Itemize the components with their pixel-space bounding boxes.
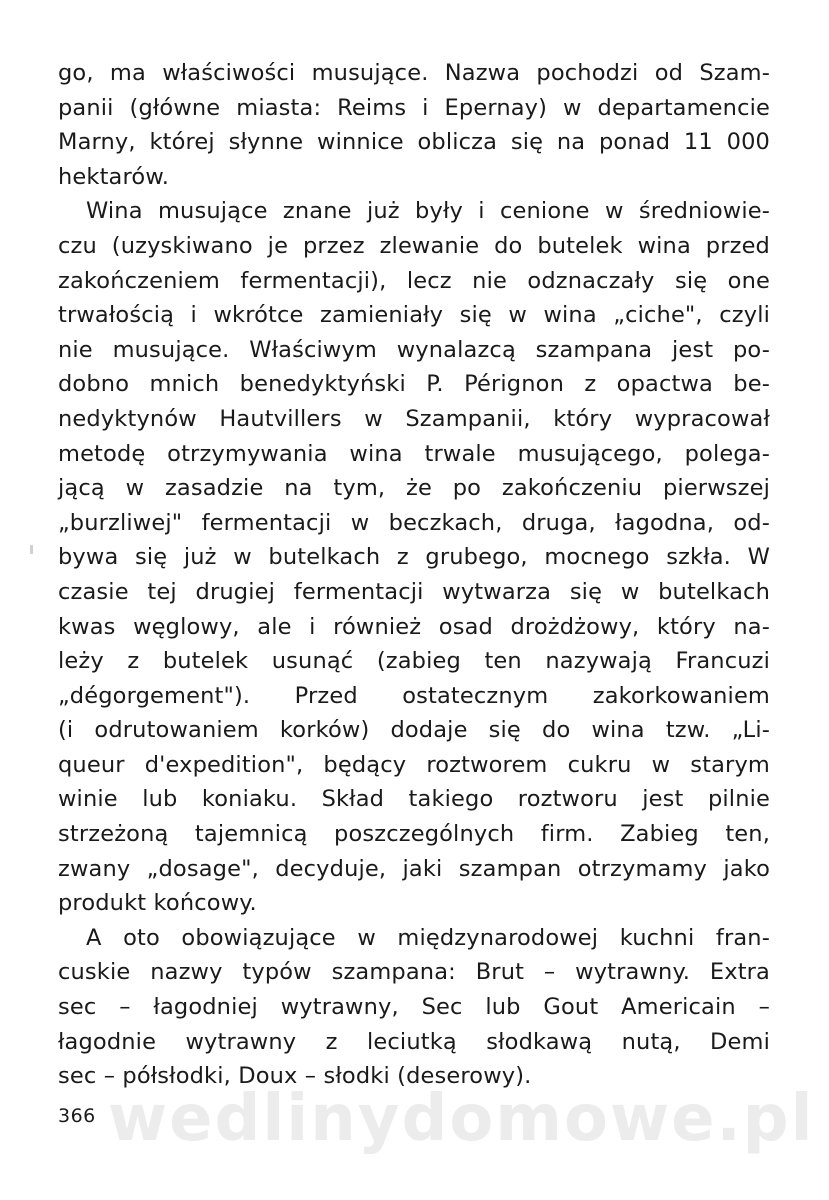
text-line: łagodnie wytrawny z leciutką słodkawą nutą, Demi [58, 1028, 770, 1055]
page-number: 366 [58, 1105, 96, 1127]
text-line: nedyktynów Hautvillers w Szampanii, który wypracował [58, 405, 770, 432]
site-watermark: wedlinydomowe.pl [108, 1082, 815, 1156]
text-line: jącą w zasadzie na tym, że po zakończeniu pierwszej [58, 475, 770, 502]
paragraph-1 [58, 56, 770, 194]
text-line: Marny, której słynne winnice oblicza się na ponad 11 000 [58, 129, 770, 156]
text-line: queur d'expedition", będący roztworem cukru w starym [58, 751, 770, 778]
text-line: nie musujące. Właściwym wynalazcą szampana jest po- [58, 336, 770, 363]
text-line: A oto obowiązujące w międzynarodowej kuchni fran- [86, 924, 770, 951]
text-line: „dégorgement"). Przed ostatecznym zakorkowaniem [58, 682, 770, 709]
text-line: hektarów. [58, 163, 170, 190]
text-line: cuskie nazwy typów szampana: Brut – wytrawny. Extra [58, 959, 770, 986]
text-line: „burzliwej" fermentacji w beczkach, druga, łagodna, od- [58, 509, 770, 536]
text-line: sec – półsłodki, Doux – słodki (deserowy). [58, 1063, 532, 1090]
text-line: bywa się już w butelkach z grubego, mocnego szkła. W [58, 544, 770, 571]
text-line: (i odrutowaniem korków) dodaje się do wina tzw. „Li- [58, 717, 770, 744]
text-line: panii (główne miasta: Reims i Epernay) w departamencie [58, 94, 770, 121]
text-line: zwany „dosage", decyduje, jaki szampan otrzymamy jako [58, 855, 770, 882]
text-line: sec – łagodniej wytrawny, Sec lub Gout Americain – [58, 994, 770, 1021]
text-line: go, ma właściwości musujące. Nazwa pochodzi od Szam- [58, 60, 770, 86]
text-line: trwałością i wkrótce zamieniały się w wina „ciche", czyli [58, 302, 770, 329]
text-line: dobno mnich benedyktyński P. Pérignon z opactwa be- [58, 371, 770, 398]
text-line: zakończeniem fermentacji), lecz nie odznaczały się one [58, 267, 770, 294]
paragraph-3 [58, 921, 770, 1094]
text-line: strzeżoną tajemnicą poszczególnych firm. Zabieg ten, [58, 821, 770, 848]
text-line: winie lub koniaku. Skład takiego roztworu jest pilnie [58, 786, 770, 813]
text-line: czu (uzyskiwano je przez zlewanie do butelek wina przed [58, 232, 770, 259]
text-line: kwas węglowy, ale i również osad drożdżowy, który na- [58, 613, 770, 640]
scan-speck [30, 545, 33, 554]
text-line: Wina musujące znane już były i cenione w średniowie- [86, 198, 770, 225]
body-text [58, 56, 770, 1094]
paragraph-2 [58, 194, 770, 920]
text-line: leży z butelek usunąć (zabieg ten nazywają Francuzi [58, 648, 770, 675]
text-line: czasie tej drugiej fermentacji wytwarza się w butelkach [58, 578, 770, 605]
text-line: produkt końcowy. [58, 890, 257, 917]
text-line: metodę otrzymywania wina trwale musującego, polega- [58, 440, 770, 467]
